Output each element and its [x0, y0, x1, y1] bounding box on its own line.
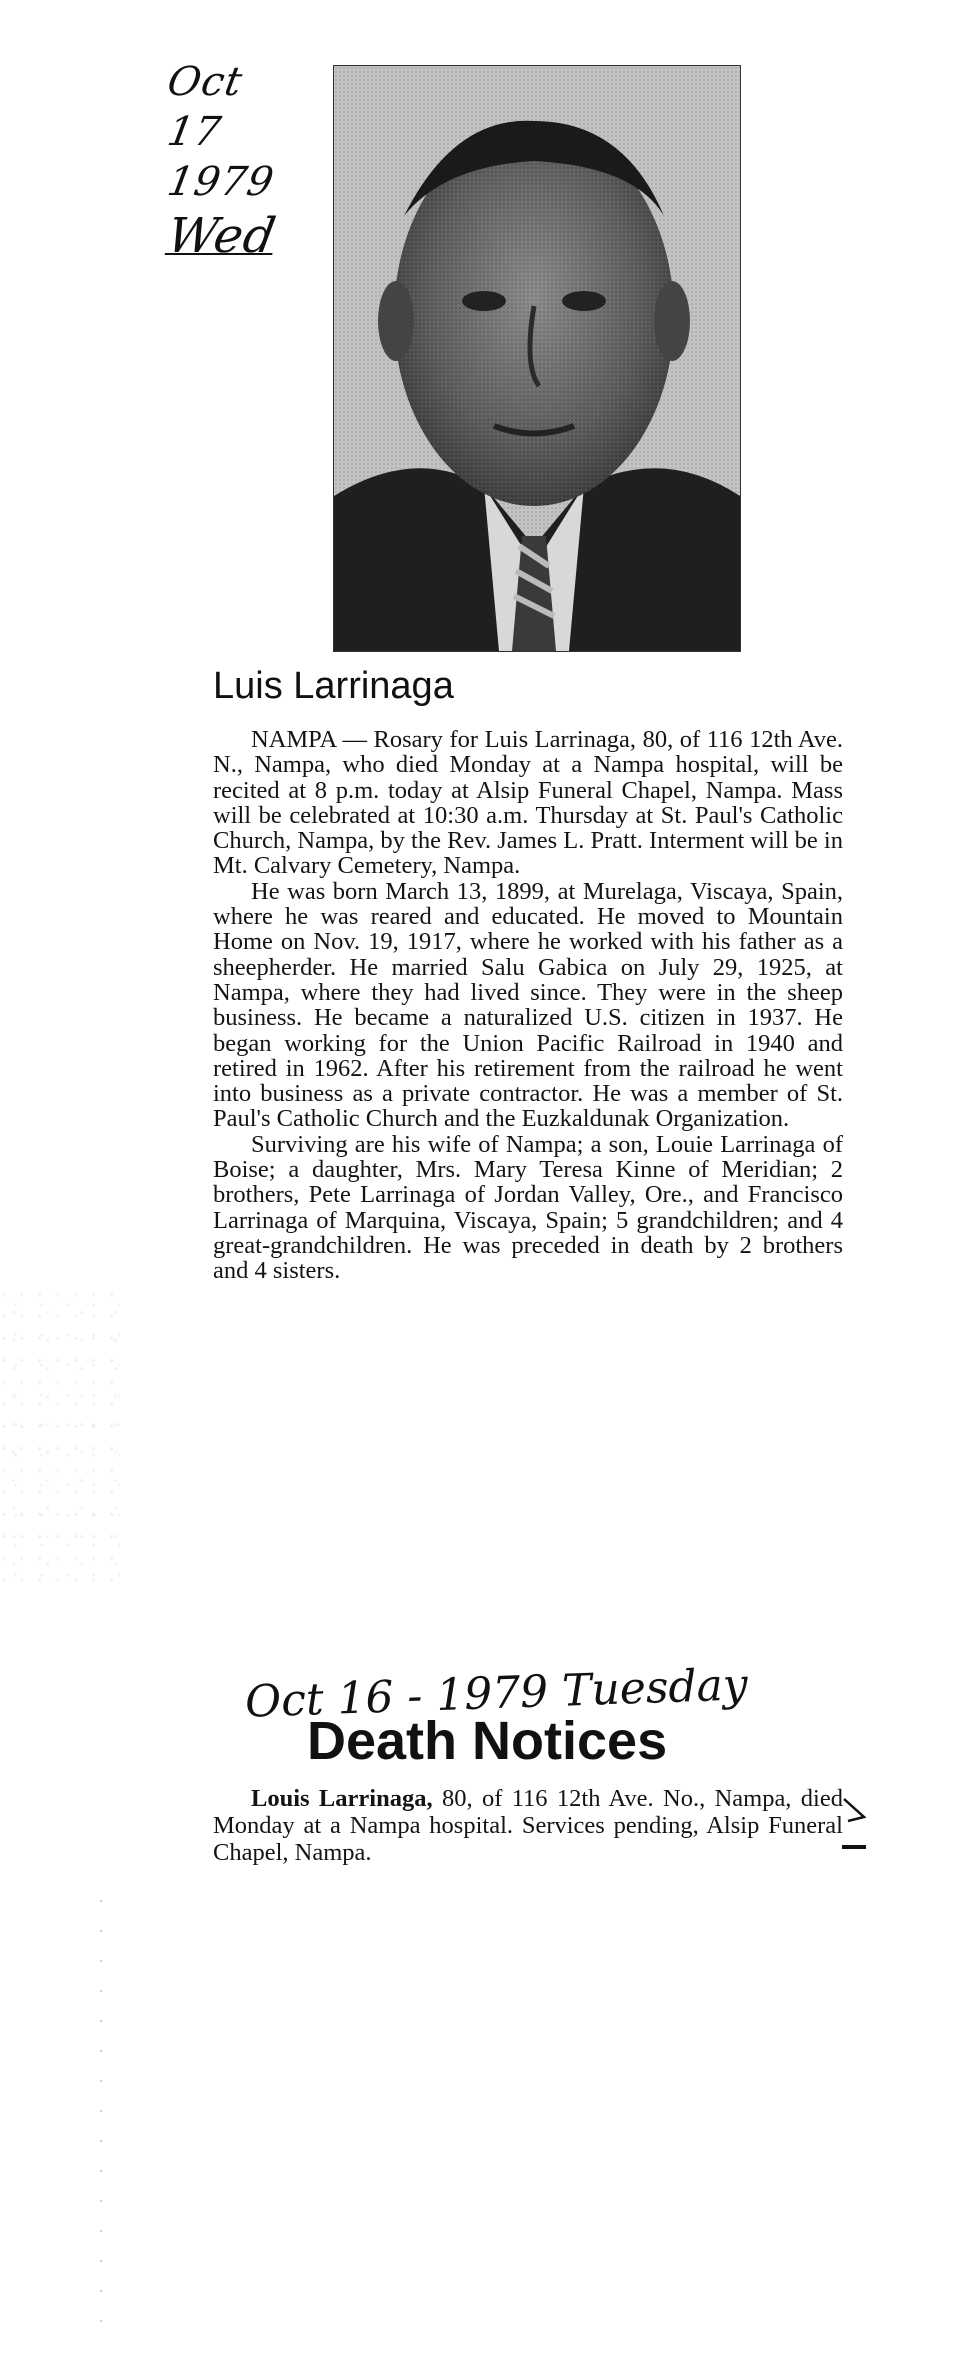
handwritten-day: 17	[163, 109, 225, 155]
paper-specks	[0, 1290, 120, 1590]
death-notices-heading: Death Notices	[307, 1711, 668, 1771]
obituary-paragraph-survivors: Surviving are his wife of Nampa; a son, Louie Larrinaga of Boise; a daughter, Mrs. Mary Teresa Kinne of Meridian; 2 brothers, Pete Larrinaga of Jordan Valley, Ore., and Francisco Larrinaga of Marquina, Viscaya, Spain; 5 grandchildren; and 4 great-grandchildren. He was preceded in death by 2 brothers and 4 sisters.	[213, 1130, 843, 1285]
handwritten-year: 1979	[163, 159, 278, 205]
obituary-paragraph-services: NAMPA — Rosary for Luis Larrinaga, 80, of 116 12th Ave. N., Nampa, who died Monday at a Nampa hospital, will be recited at 8 p.m. today at Alsip Funeral Chapel, Nampa. Mass will be celebrated at 10:30 a.m. Thursday at St. Paul's Catholic Church, Nampa, by the Rev. James L. Pratt. Interment will be in Mt. Calvary Cemetery, Nampa.	[213, 726, 843, 880]
pen-mark-icon	[840, 1795, 870, 1855]
handwritten-month: Oct	[163, 59, 247, 105]
handwritten-weekday: Wed	[163, 208, 281, 264]
death-notice-paragraph	[213, 1785, 843, 1866]
portrait-photo	[333, 65, 741, 652]
scan-artifact-dots	[100, 1900, 102, 2340]
obituary-body	[213, 727, 843, 1284]
death-notice-entry	[213, 1785, 843, 1866]
death-notice-name: Louis Larrinaga,	[251, 1785, 433, 1812]
obituary-paragraph-biography: He was born March 13, 1899, at Murelaga, Viscaya, Spain, where he was reared and educated. He moved to Mountain Home on Nov. 19, 1917, where he worked with his father as a sheepherder. He married Salu Gabica on July 29, 1925, at Nampa, where they had lived since. They were in the sheep business. He became a naturalized U.S. citizen in 1937. He began working for the Union Pacific Railroad in 1940 and retired in 1962. After his retirement from the railroad he went into business as a private contractor. He was a member of St. Paul's Catholic Church and the Euzkaldunak Organization.	[213, 877, 843, 1133]
portrait-image	[334, 66, 740, 651]
handwritten-date-note	[163, 59, 288, 270]
handwritten-date-note-bottom: Oct 16 - 1979 Tuesday	[244, 1659, 749, 1728]
obituary-name-heading: Luis Larrinaga	[213, 665, 454, 707]
death-notice-text: 80, of 116 12th Ave. No., Nampa, died Monday at a Nampa hospital. Services pending, Alsip Funeral Chapel, Nampa.	[213, 1785, 843, 1866]
